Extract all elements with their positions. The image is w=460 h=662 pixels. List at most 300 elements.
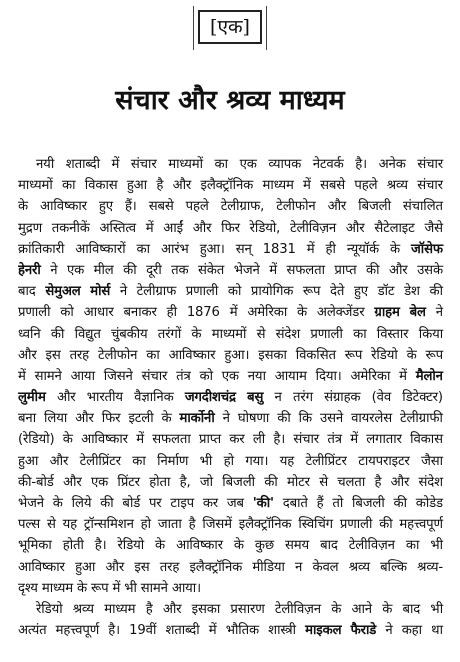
text-line (18, 239, 446, 260)
word: से (319, 474, 328, 490)
text-line (18, 218, 446, 239)
word: तरंगों (157, 326, 182, 342)
word: दूरी (146, 262, 162, 278)
word: की-बोर्ड (18, 474, 54, 490)
text-line (18, 387, 446, 408)
word: संचार (293, 432, 320, 448)
word: और (63, 474, 82, 490)
word: आविष्कार (18, 559, 65, 575)
word: बनाकर (123, 305, 157, 321)
word: में (208, 623, 217, 639)
word: और (162, 601, 182, 617)
word: टेलीग्राफी (399, 411, 443, 427)
word: मील (93, 262, 114, 278)
word: माध्यम (262, 178, 294, 194)
word: आया। (171, 580, 201, 596)
word: अमेरिका (350, 368, 391, 384)
word: वायरलेस (351, 411, 392, 427)
word: ने (50, 262, 58, 278)
word: 19वीं (129, 623, 157, 639)
word: की (379, 517, 393, 533)
word: विस्तार (376, 326, 409, 342)
word: है (156, 178, 164, 194)
word: अमेरिका (247, 305, 288, 321)
word: के (382, 601, 393, 617)
word: (वेव (371, 390, 392, 406)
word: नयी (36, 157, 55, 172)
word: की (100, 496, 114, 511)
word: बना (18, 411, 36, 427)
word: पर (148, 496, 162, 511)
word: बिजली (351, 496, 385, 511)
word: रूप (302, 284, 321, 300)
word: है। (355, 157, 367, 172)
word: इसका (191, 601, 221, 617)
text-line (18, 557, 446, 578)
word: में (350, 432, 358, 448)
word: के (155, 538, 166, 554)
bold-word: मार्कोनी (179, 411, 215, 427)
word: मुद्रण (18, 220, 42, 236)
word: भेजने (233, 262, 260, 278)
word: है। (94, 538, 107, 554)
word: है, (179, 474, 191, 490)
word: पहले (185, 199, 209, 215)
word: हो (140, 517, 151, 533)
text-line (18, 260, 446, 281)
word: रेडियो (36, 601, 63, 617)
word: के (406, 347, 417, 363)
word: पल्स (18, 517, 41, 533)
word: तकनीकें (51, 220, 90, 236)
word: लिया (43, 411, 68, 427)
word: टाइप (170, 496, 194, 511)
word: किया (418, 326, 443, 342)
word: अनेक (378, 157, 406, 172)
word: भी (430, 601, 443, 617)
word: आधार (83, 305, 114, 321)
word: बाद (320, 538, 338, 554)
chapter-title: संचार और श्रव्य माध्यम (115, 85, 345, 116)
word: में (136, 432, 144, 448)
text-line (18, 535, 446, 556)
word: जाता (157, 517, 182, 533)
word: हैं। (124, 199, 137, 215)
word: चुंबकीय (111, 326, 148, 342)
word: को (227, 284, 242, 300)
word: का (146, 347, 160, 363)
word: में (111, 157, 120, 172)
word: है (188, 517, 196, 533)
word: 1876 (186, 305, 220, 321)
word: संचार (141, 368, 168, 384)
word: न (295, 559, 303, 575)
word: शताब्दी (65, 157, 100, 172)
word: ने (119, 284, 127, 300)
word: टेलीफोन (97, 347, 138, 363)
word: फिर (101, 411, 121, 427)
word: अस्तित्व (99, 220, 136, 236)
word: रेडियो (117, 538, 145, 554)
word: गया। (245, 453, 269, 469)
word: भी (430, 538, 443, 554)
word: के (52, 496, 63, 511)
word: सामने (34, 368, 62, 384)
word: संकेत (198, 262, 225, 278)
text-line (18, 302, 446, 323)
word: प्रणाली (310, 326, 343, 342)
word: की (264, 474, 278, 490)
word: हैं (316, 496, 324, 511)
word: की (277, 411, 291, 427)
word: की (429, 284, 443, 300)
word: समय (285, 538, 310, 554)
word: के (18, 199, 28, 215)
word: संचार (417, 157, 443, 172)
word: जो (199, 474, 213, 490)
word: और (390, 474, 410, 490)
word: हुआ। (199, 241, 225, 257)
word: हुआ (18, 453, 39, 469)
word: तरह (69, 347, 90, 363)
word: (रेडियो) (18, 432, 55, 448)
word: इस (134, 559, 150, 575)
word: और (75, 411, 94, 427)
word: ने (222, 411, 230, 427)
word: एक (221, 368, 239, 384)
text-line (18, 620, 446, 641)
word: मोटर (286, 474, 310, 490)
text-line (18, 196, 446, 217)
word: के (62, 432, 73, 448)
word: शास्त्री (268, 623, 296, 639)
word: जिसने (103, 368, 133, 384)
text-line (18, 599, 446, 620)
word: आविष्कार (168, 347, 216, 363)
word: संदेश (418, 474, 443, 490)
word: दबाते (282, 496, 308, 511)
word: का (132, 453, 146, 469)
word: टेलीप्रिंटर (305, 453, 347, 469)
word: ही (166, 305, 177, 321)
bold-word: फैराडे (350, 623, 377, 639)
word: माध्यमों (211, 326, 247, 342)
word: बाद (18, 284, 36, 300)
word: का (136, 241, 150, 257)
bold-word: सेमुअल (45, 284, 81, 300)
word: निर्माण (157, 453, 189, 469)
word: तो (332, 496, 344, 511)
word: कर (202, 496, 219, 511)
word: शताब्दी (165, 623, 200, 639)
word: हुए (353, 284, 368, 300)
word: का (353, 326, 367, 342)
word: आने (351, 601, 372, 617)
word: और (345, 220, 365, 236)
word: प्रायोगिक (250, 284, 294, 300)
word: ध्वनि (18, 326, 41, 342)
word: उसके (417, 262, 443, 278)
word: एक (90, 474, 109, 490)
word: में (145, 220, 154, 236)
word: आविष्कारों (75, 241, 126, 257)
word: की (366, 262, 380, 278)
word: भेजने (18, 496, 44, 511)
word: संचार (130, 157, 157, 172)
word: की (50, 326, 65, 342)
word: कहा (401, 623, 422, 639)
word: महत्त्वपूर्ण (55, 623, 100, 639)
word: सबसे (320, 178, 346, 194)
word: माध्यमों (168, 157, 203, 172)
word: का (61, 178, 76, 194)
word: रूप (425, 347, 443, 363)
word: रूप (344, 347, 363, 363)
word: आविष्कार (81, 432, 128, 448)
word: आविष्कार (40, 199, 87, 215)
word: डिटेक्टर) (402, 390, 443, 406)
word: प्रणाली (185, 284, 219, 300)
word: इसका (258, 347, 287, 363)
word: श्रव्य- (417, 559, 443, 575)
word: में (399, 368, 407, 384)
word: हुए (98, 199, 113, 215)
word: कर (229, 432, 245, 448)
word: के (77, 580, 87, 596)
word: के (390, 241, 400, 257)
word: है। (108, 623, 120, 639)
word: के (297, 305, 307, 321)
word: आविष्कार (176, 538, 223, 554)
text-line (18, 408, 446, 429)
word: जब (226, 496, 244, 511)
word: हुआ। (224, 347, 250, 363)
word: का (214, 157, 228, 172)
word: फिर (221, 220, 240, 236)
word: होता (149, 474, 171, 490)
word: भारतीय (86, 390, 123, 406)
word: संग्राहक (324, 390, 361, 406)
word: में (18, 368, 26, 384)
word: और (172, 178, 192, 194)
word: आरंभ (160, 241, 189, 257)
word: के (331, 601, 342, 617)
word: एक (239, 157, 257, 172)
word: टेलीफोन (276, 199, 316, 215)
text-line (18, 429, 446, 450)
word: विकास (84, 178, 118, 194)
word: था (431, 623, 443, 639)
word: बोर्ड (122, 496, 141, 511)
word: प्राप्त (334, 262, 357, 278)
word: इस (45, 347, 61, 363)
word: माध्यम (41, 580, 74, 596)
word: की (393, 496, 407, 511)
word: भी (199, 453, 213, 469)
word: यह (62, 517, 77, 533)
word: ने (385, 623, 393, 639)
word: के (191, 326, 202, 342)
word: 1831 (262, 241, 296, 257)
word: आईं (163, 220, 183, 236)
word: टेलीविज़न (348, 538, 395, 554)
word: भी (124, 580, 137, 596)
word: और (18, 347, 37, 363)
word: व्यापक (268, 157, 302, 172)
word: हुआ (75, 559, 96, 575)
word: विकास (410, 432, 443, 448)
word: होती (62, 538, 84, 554)
word: आयाम (274, 368, 307, 384)
word: इलैक्ट्रॉनिक (200, 178, 254, 194)
word: दृश्य (18, 580, 38, 596)
word: यह (279, 453, 295, 469)
text-line (18, 154, 446, 175)
body-paragraphs (18, 154, 446, 641)
word: श्रव्य (72, 601, 94, 617)
word: टायपराइटर (358, 453, 410, 469)
word: ली (252, 432, 266, 448)
word: बिजली (222, 474, 255, 490)
word: सफलता (152, 432, 191, 448)
word: लगातार (366, 432, 402, 448)
word: केवल (312, 559, 339, 575)
word: संचार (417, 178, 443, 194)
word: कुछ (254, 538, 274, 554)
word: में (229, 305, 238, 321)
word: प्रणाली (18, 305, 51, 321)
word: और (327, 199, 347, 215)
word: सफलता (286, 262, 325, 278)
word: अलेक्जेंडर (316, 305, 365, 321)
word: जैसा (421, 453, 443, 469)
word: उसने (320, 411, 344, 427)
word: के (161, 411, 172, 427)
word: घोषणा (237, 411, 270, 427)
word: संदेश (275, 326, 301, 342)
word: मीडिया (252, 559, 285, 575)
word: में (112, 580, 121, 596)
word: और (105, 559, 125, 575)
word: सैटेलाइट (374, 220, 415, 236)
word: और (388, 262, 408, 278)
word: और (56, 390, 76, 406)
word: हो (223, 453, 234, 469)
text-line (18, 281, 446, 302)
word: सबसे (148, 199, 174, 215)
word: टेलीविज़न (274, 601, 321, 617)
word: है (145, 601, 153, 617)
text-line (18, 366, 446, 387)
word: माध्यमों (18, 178, 53, 194)
word: प्रणाली (339, 517, 373, 533)
bold-word: बसु (247, 390, 264, 406)
word: को (199, 368, 213, 384)
word: के (233, 538, 244, 554)
word: है। (273, 432, 286, 448)
word: भूमिका (18, 538, 52, 554)
word: में (306, 241, 315, 257)
word: कोडेड (415, 496, 443, 511)
word: प्राप्त (198, 432, 221, 448)
word: लिये (71, 496, 92, 511)
word: न (274, 390, 282, 406)
word: तरंग (292, 390, 313, 406)
word: इटली (128, 411, 154, 427)
word: रूप (91, 580, 109, 596)
word: देते (330, 284, 345, 300)
word: पहले (354, 178, 378, 194)
bold-word: मैलोन (415, 368, 443, 384)
word: प्रसारण (230, 601, 265, 617)
bold-word: लुमीम (18, 390, 46, 406)
text-line (18, 514, 446, 535)
word: संचालित (402, 199, 443, 215)
word: तक (171, 262, 189, 278)
bold-word: बेल (409, 305, 426, 321)
word: एक (66, 262, 85, 278)
word: बिजली (358, 199, 391, 215)
word: माध्यम (104, 601, 136, 617)
word: जिसमें (202, 517, 232, 533)
word: डेश (404, 284, 420, 300)
word: नेटवर्क (312, 157, 344, 172)
text-line (18, 175, 446, 196)
text-line (18, 472, 446, 493)
text-line (18, 324, 446, 345)
text-line (18, 493, 446, 514)
word: वैज्ञानिक (134, 390, 174, 406)
word: इलैक्ट्रॉनिक (189, 559, 243, 575)
bold-word: जॉसेफ (411, 241, 443, 257)
word: ही (325, 241, 336, 257)
word: का (405, 538, 420, 554)
word: ट्रॉन्समिशन (83, 517, 134, 533)
word: में (269, 262, 277, 278)
bold-word: जगदीशचंद्र (184, 390, 236, 406)
bold-word: हेनरी (18, 262, 41, 278)
word: सामने (140, 580, 168, 596)
bold-word: माइकल (305, 623, 342, 639)
word: इलैक्ट्रॉनिक (238, 517, 292, 533)
word: रेडियो (371, 347, 398, 363)
word: और (49, 453, 69, 469)
word: को (60, 305, 74, 321)
word: श्रव्य (386, 178, 408, 194)
word: टेलीविज़न (290, 220, 337, 236)
word: सन् (235, 241, 252, 257)
word: न्यूयॉर्क (346, 241, 379, 257)
word: डॉट (377, 284, 395, 300)
word: चलता (337, 474, 366, 490)
word: विकसित (295, 347, 336, 363)
word: महत्त्वपूर्ण (399, 517, 443, 533)
word: प्रिंटर (117, 474, 140, 490)
word: रेडियो, (249, 220, 281, 236)
text-line (18, 578, 446, 599)
bold-word: ग्राहम (374, 305, 400, 321)
word: जैसे (424, 220, 443, 236)
word: बल्कि (380, 559, 407, 575)
word: टेलीग्राफ, (220, 199, 265, 215)
word: दिया। (315, 368, 342, 384)
word: श्रव्य (348, 559, 370, 575)
word: क्रांतिकारी (18, 241, 65, 257)
bold-word: मोर्स (90, 284, 111, 300)
text-line (18, 345, 446, 366)
word: तंत्र (176, 368, 191, 384)
word: तरह (159, 559, 180, 575)
